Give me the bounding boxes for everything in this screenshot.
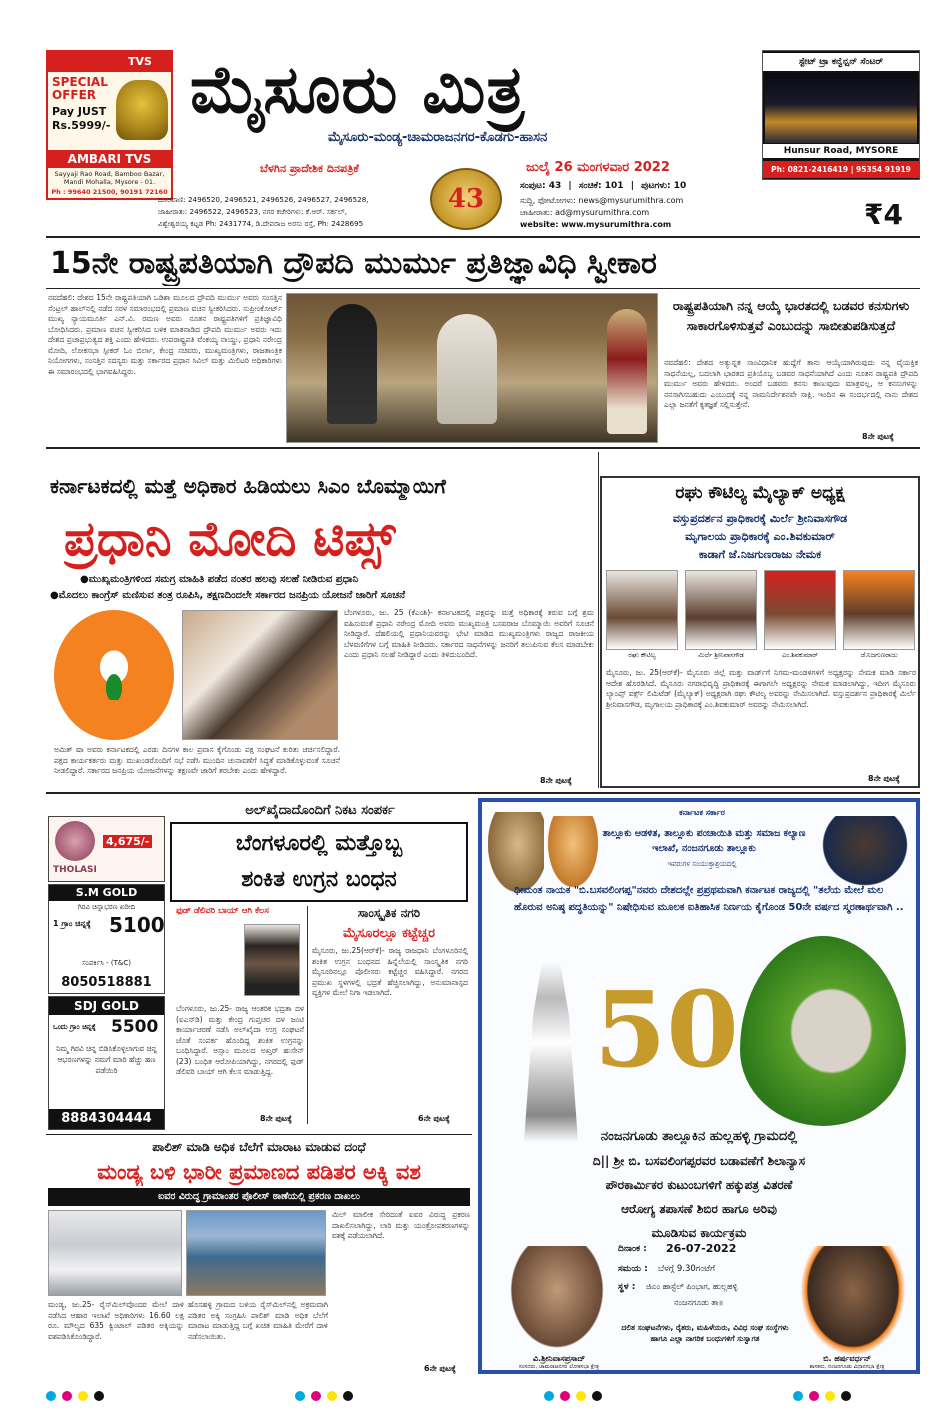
- ad-sm-gold: [48, 884, 165, 994]
- ad-dealer-address: Sayyaji Rao Road, Bamboo Bazar, Mandi Mohalla, Mysore - 01.: [54, 170, 165, 187]
- ad-ambari-tvs: [46, 50, 173, 200]
- rice-continued: 6ನೇ ಪುಟಕ್ಕೆ: [424, 1364, 456, 1373]
- person-1-role: ಸಂಸದರು, ಚಾಮರಾಜನಗರ ಲೋಕಸಭಾ ಕ್ಷೇತ್ರ: [518, 1364, 600, 1370]
- smgold-note: ಸಂಪರ್ಕಿಸಿ - (T&C): [82, 959, 131, 967]
- person-2-role: ಶಾಸಕರು, ನಂಜನಗೂಡು ವಿಧಾನಸಭಾ ಕ್ಷೇತ್ರ: [809, 1364, 885, 1370]
- tholasi-name: THOLASI: [53, 865, 97, 875]
- raghu-headline: ರಘು ಕೌಟಿಲ್ಯ ಮೈಲ್ಯಾಕ್ ಅಧ್ಯಕ್ಷ: [675, 483, 845, 503]
- person-2-name: ಬಿ. ಹರ್ಷವರ್ಧನ್: [823, 1354, 871, 1363]
- arrest-sub: ಫುಡ್ ಡೆಲಿವರಿ ಬಾಯ್ ಆಗಿ ಕೆಲಸ: [176, 906, 269, 916]
- name-nijaguna: ಜೆ.ನಿಜಗುಣರಾಜು: [860, 651, 898, 659]
- modi-body-right: ಬೆಂಗಳೂರು, ಜು. 25 (ಕೆಎಂಶಿ)- ಕರ್ನಾಟಕದಲ್ಲಿ ಪಕ್ಷವನ್ನು ಮತ್ತೆ ಅಧಿಕಾರಕ್ಕೆ ತರುವ ಬಗ್ಗೆ ಶ್ರಮ ವಹಿಸುವಂತೆ ಪ್ರಧಾನಿ ನರೇಂದ್ರ ಮೋದಿ ಅವರು ಮುಖ್ಯಮಂತ್ರಿ ಬಸವರಾಜ ಬೊಮ್ಮಾಯಿ ಅವರಿಗೆ ಸೂಚನೆ ನೀಡಿದ್ದಾರೆ. ದೆಹಲಿಯಲ್ಲಿ ಪ್ರಧಾನಿಯವರನ್ನು ಭೇಟಿ ಮಾಡಿದ ಮುಖ್ಯಮಂತ್ರಿಗಳು ರಾಜ್ಯದ ರಾಜಕೀಯ ಬೆಳವಣಿಗೆಗಳ ಬಗ್ಗೆ ಮಾಹಿತಿ ನೀಡಿದರು. ಸರ್ಕಾರದ ಸಾಧನೆಗಳನ್ನು ಜನರಿಗೆ ತಲುಪಿಸುವ ಕೆಲಸ ಮಾಡಬೇಕು ಎಂದು ಪ್ರಧಾನಿ ಸಲಹೆ ನೀಡಿದ್ದಾರೆ ಎಂದು ತಿಳಿದುಬಂದಿದೆ.: [344, 608, 594, 659]
- rice-body-1: ಮಂಡ್ಯ, ಜು.25- ರೈಸ್‌ಮಿಲ್‌ವೊಂದರ ಮೇಲೆ ದಾಳಿ ನಡೆಸಿದ ಆಹಾರ ಇಲಾಖೆ ಅಧಿಕಾರಿಗಳು 16.60 ಲಕ್ಷ ರೂ. ಮೌಲ್ಯದ 635 ಕ್ವಿಂಟಾಲ್ ಪಡಿತರ ಅಕ್ಕಿಯನ್ನು ವಶಪಡಿಸಿಕೊಂಡಿದ್ದಾರೆ.: [48, 1300, 184, 1341]
- govt-ad-top: ಕರ್ನಾಟಕ ಸರ್ಕಾರ: [679, 808, 725, 817]
- arrest-headline-box: [170, 822, 468, 902]
- arrest-headline-2: ಶಂಕಿತ ಉಗ್ರನ ಬಂಧನ: [241, 867, 397, 892]
- raghu-sub-1: ವಸ್ತುಪ್ರದರ್ಶನ ಪ್ರಾಧಿಕಾರಕ್ಕೆ ಮಿರ್ಲೆ ಶ್ರೀನಿವಾಸಗೌಡ: [672, 512, 848, 525]
- rice-headline: ಮಂಡ್ಯ ಬಳಿ ಭಾರೀ ಪ್ರಮಾಣದ ಪಡಿತರ ಅಕ್ಕಿ ವಶ: [97, 1160, 421, 1184]
- section-divider-3: [46, 1134, 472, 1135]
- leaf-portrait: [740, 936, 906, 1126]
- time-value: ಬೆಳಗ್ಗೆ 9.30ಗಂಟೆಗೆ: [658, 1264, 716, 1274]
- modi-raghu-divider: [598, 452, 599, 788]
- rice-kicker: ಪಾಲಿಶ್ ಮಾಡಿ ಅಧಿಕ ಬೆಲೆಗೆ ಮಾರಾಟ ಮಾಡುವ ದಂಧೆ: [152, 1140, 366, 1154]
- rice-banner: ಐವರ ವಿರುದ್ಧ ಗ್ರಾಮಾಂತರ ಪೊಲೀಸ್ ಠಾಣೆಯಲ್ಲಿ ಪ್ರಕರಣ ದಾಖಲು: [48, 1188, 470, 1206]
- ad-tholasi: [48, 816, 165, 882]
- govt-ad: [478, 798, 920, 1374]
- lead-body: ನವದೆಹಲಿ: ದೇಶದ 15ನೇ ರಾಷ್ಟ್ರಪತಿಯಾಗಿ ಒಡಿಶಾ ಮೂಲದ ದ್ರೌಪದಿ ಮುರ್ಮು ಅವರು ಸಂಸತ್ತಿನ ಸೆಂಟ್ರಲ್ ಹಾಲ್‌ನಲ್ಲಿ ನಡೆದ ಸರಳ ಸಮಾರಂಭದಲ್ಲಿ ಪ್ರಮಾಣ ವಚನ ಸ್ವೀಕರಿಸಿದರು. ಸುಪ್ರೀಂಕೋರ್ಟ್ ಮುಖ್ಯ ನ್ಯಾಯಮೂರ್ತಿ ಎನ್.ವಿ. ರಮಣ ಅವರು ನೂತನ ರಾಷ್ಟ್ರಪತಿಗಳಿಗೆ ಪ್ರತಿಜ್ಞಾವಿಧಿ ಬೋಧಿಸಿದರು. ಪ್ರಮಾಣ ವಚನ ಸ್ವೀಕರಿಸಿದ ಬಳಿಕ ಮಾತನಾಡಿದ ದ್ರೌಪದಿ ಮುರ್ಮು ಅವರು ಇದು ದೇಶದ ಪ್ರಜಾಪ್ರಭುತ್ವದ ಶಕ್ತಿ ಎಂದು ಹೇಳಿದರು. ಉಪರಾಷ್ಟ್ರಪತಿ ವೆಂಕಯ್ಯ ನಾಯ್ಡು, ಪ್ರಧಾನಿ ನರೇಂದ್ರ ಮೋದಿ, ಲೋಕಸಭಾ ಸ್ಪೀಕರ್ ಓಂ ಬಿರ್ಲಾ, ಕೇಂದ್ರ ಸಚಿವರು, ಮುಖ್ಯಮಂತ್ರಿಗಳು, ರಾಜತಾಂತ್ರಿಕ ನಿಯೋಗಗಳು, ಸಂಸತ್ತಿನ ಸದಸ್ಯರು ಮತ್ತು ಸರ್ಕಾರದ ಪ್ರಧಾನ ಸಿವಿಲ್ ಮತ್ತು ಮಿಲಿಟರಿ ಅಧಿಕಾರಿಗಳು ಈ ಸಮಾರಂಭದಲ್ಲಿ ಭಾಗವಹಿಸಿದ್ದರು.: [48, 293, 282, 376]
- bjp-logo: [54, 610, 174, 740]
- venue-value: ಜಿಎಂ ಹಾಸ್ಟೆಲ್ ಪಿಂಭಾಗ, ಹುಲ್ಲಹಳ್ಳಿ: [646, 1282, 738, 1291]
- ad-dealer-phone: Ph : 99640 21500, 90191 72160: [51, 188, 168, 196]
- person-2-photo: [800, 1246, 906, 1356]
- scooter-image: [116, 80, 168, 140]
- lotus-icon: [86, 640, 142, 700]
- masthead-title: ಮೈಸೂರು ಮಿತ್ರ: [190, 50, 526, 128]
- smgold-phone: 8050518881: [61, 975, 152, 990]
- lead-headline: 15ನೇ ರಾಷ್ಟ್ರಪತಿಯಾಗಿ ದ್ರೌಪದಿ ಮುರ್ಮು ಪ್ರತಿಜ್ಞಾವಿಧಿ ಸ್ವೀಕಾರ: [50, 246, 657, 281]
- ad-convention-centre: [762, 50, 920, 180]
- portrait-shivakumar: [764, 570, 836, 650]
- govt-ad-event-3: ಪೌರಕಾರ್ಮಿಕರ ಕುಟುಂಬಗಳಿಗೆ ಹಕ್ಕುಪತ್ರ ವಿತರಣೆ: [605, 1178, 793, 1192]
- phone-line-2: ಜಾಹೀರಾತು: 2496522, 2496523, ನಗರ ಕಚೇರಿಗಳು: ಕೆ.ಆರ್. ಸರ್ಕಲ್,: [158, 207, 348, 216]
- culture-continued: 6ನೇ ಪುಟಕ್ಕೆ: [418, 1114, 450, 1123]
- masthead-divider: [46, 236, 920, 238]
- sdj-body: ನಿಮ್ಮ ಗಿರವಿ ಚಿನ್ನ ಬಿಡಿಸಿಕೊಳ್ಳಲಾಗುವ ಚಿನ್ನ ಆಭರಣಗಳನ್ನು ನಮಗೆ ಮಾರಿ ಹೆಚ್ಚು ಹಣ ಪಡೆಯಿರಿ: [56, 1044, 157, 1075]
- name-shivakumar: ಎಂ.ಶಿವಕುಮಾರ್: [782, 651, 818, 659]
- smgold-amount: 5100: [109, 913, 165, 937]
- lead-side-body: ನವದೆಹಲಿ: ದೇಶದ ಅತ್ಯುನ್ನತ ಸಾಂವಿಧಾನಿಕ ಹುದ್ದೆಗೆ ತಾನು ಆಯ್ಕೆಯಾಗಿರುವುದು ನನ್ನ ವೈಯಕ್ತಿಕ ಸಾಧನೆಯಲ್ಲ, ಬದಲಾಗಿ ಭಾರತದ ಪ್ರತಿಯೊಬ್ಬ ಬಡವರ ಸಾಧನೆಯಾಗಿದೆ ಎಂದು ನೂತನ ರಾಷ್ಟ್ರಪತಿ ದ್ರೌಪದಿ ಮುರ್ಮು ಅವರು ಹೇಳಿದರು. ಅಂದರೆ ಬಡವರು ಕನಸು ಕಾಣುವುದು ಮಾತ್ರವಲ್ಲ, ಆ ಕನಸುಗಳನ್ನು ನನಸಾಗಿಸಬಹುದು ಎಂಬುದಕ್ಕೆ ನನ್ನ ನಾಮನಿರ್ದೇಶನವೇ ಸಾಕ್ಷಿ. ಇಂದಿನ ಈ ಸಂದರ್ಭದಲ್ಲಿ ನಾನು ದೇಶದ ಎಲ್ಲಾ ಜನತೆಗೆ ಕೃತಜ್ಞತೆ ಸಲ್ಲಿಸುತ್ತೇನೆ.: [664, 358, 918, 409]
- ad-special-offer: SPECIAL OFFER: [52, 75, 108, 102]
- modi-continued: 8ನೇ ಪುಟಕ್ಕೆ: [540, 776, 572, 785]
- volume-info: ಸಂಪುಟ: 43 | ಸಂಚಿಕೆ: 101 | ಪುಟಗಳು: 10: [520, 181, 687, 191]
- issue: ಸಂಚಿಕೆ: 101: [578, 181, 624, 191]
- sdj-title: SDJ GOLD: [49, 997, 164, 1015]
- pages: ಪುಟಗಳು: 10: [641, 181, 687, 191]
- lead-side-headline: ರಾಷ್ಟ್ರಪತಿಯಾಗಿ ನನ್ನ ಆಯ್ಕೆ ಭಾರತದಲ್ಲಿ ಬಡವರ ಕನಸುಗಳು ಸಾಕಾರಗೊಳಿಸುತ್ತವೆ ಎಂಬುದನ್ನು ಸಾಬೀತುಪಡಿಸುತ್ತದೆ: [672, 298, 910, 333]
- arrest-body: ಬೆಂಗಳೂರು, ಜು.25- ರಾಜ್ಯ ಆಂತರಿಕ ಭದ್ರತಾ ದಳ (ಐಎಸ್‌ಡಿ) ಮತ್ತು ಕೇಂದ್ರ ಗುಪ್ತಚರ ದಳ ಜಂಟಿ ಕಾರ್ಯಾಚರಣೆ ನಡೆಸಿ ಅಲ್‌ಖೈದಾ ಉಗ್ರ ಸಂಘಟನೆ ಜೊತೆ ಸಂಪರ್ಕ ಹೊಂದಿದ್ದ ಶಂಕಿತ ಉಗ್ರನನ್ನು ಬಂಧಿಸಿದ್ದಾರೆ. ಅಸ್ಸಾಂ ಮೂಲದ ಅಖ್ತರ್ ಹುಸೇನ್ (23) ಬಂಧಿತ ಆರೋಪಿಯಾಗಿದ್ದು, ನಗರದಲ್ಲಿ ಫುಡ್ ಡೆಲಿವರಿ ಬಾಯ್ ಆಗಿ ಕೆಲಸ ಮಾಡುತ್ತಿದ್ದ.: [176, 1004, 304, 1076]
- modi-headline: ಪ್ರಧಾನಿ ಮೋದಿ ಟಿಪ್ಸ್: [64, 511, 396, 567]
- modi-bommai-photo: [182, 610, 338, 740]
- anniversary-badge: [430, 168, 502, 230]
- govt-ad-intro: ಧೀಮಂತ ನಾಯಕ "ಬಿ.ಬಸವಲಿಂಗಪ್ಪ"ನವರು ದೇಶದಲ್ಲೇ ಪ್ರಪ್ರಥಮವಾಗಿ ಕರ್ನಾಟಕ ರಾಜ್ಯದಲ್ಲಿ "ತಲೆಯ ಮೇಲೆ ಮಲ ಹೊರುವ ಅನಿಷ್ಠ ಪದ್ಧತಿಯನ್ನು" ನಿಷೇಧಿಸುವ ಮೂಲಕ ಐತಿಹಾಸಿಕ ನಿರ್ಣಯ ಕೈಗೊಂಡ 50ನೇ ವರ್ಷದ ಸ್ಮರಣಾರ್ಥವಾಗಿ ..: [514, 885, 904, 913]
- ad-sdj-gold: [48, 996, 165, 1130]
- modi-bullet-2: ●ಮೊದಲು ಕಾಂಗ್ರೆಸ್ ಮಣಿಸುವ ತಂತ್ರ ರೂಪಿಸಿ, ತಕ್ಷಣದಿಂದಲೇ ಸರ್ಕಾರದ ಜನಪ್ರಿಯ ಯೋಜನೆ ಜಾರಿಗೆ ಸೂಚನೆ: [50, 590, 406, 601]
- govt-ad-event-5: ಮೂಡಿಸುವ ಕಾರ್ಯಕ್ರಮ: [651, 1226, 747, 1240]
- raghu-sub-2: ಮೃಗಾಲಯ ಪ್ರಾಧಿಕಾರಕ್ಕೆ ಎಂ.ಶಿವಕುಮಾರ್: [685, 530, 835, 543]
- convention-phone: Ph: 0821-2416419 | 95354 91919: [763, 161, 919, 178]
- govt-ad-dept-sub: ಇವರುಗಳ ಸಂಯುಕ್ತಾಶ್ರಯದಲ್ಲಿ: [667, 860, 737, 868]
- worker-illustration: [506, 962, 596, 1142]
- govt-ad-dept: ತಾಲ್ಲೂಕು ಆಡಳಿತ, ತಾಲ್ಲೂಕು ಪಂಚಾಯಿತಿ ಮತ್ತು ಸಮಾಜ ಕಲ್ಯಾಣ ಇಲಾಖೆ, ನಂಜನಗೂಡು ತಾಲ್ಲೂಕು: [602, 828, 806, 854]
- volume: ಸಂಪುಟ: 43: [520, 181, 562, 191]
- sdj-amount: 5500: [111, 1017, 159, 1037]
- ad-pay-just: Pay JUST: [52, 105, 107, 118]
- phone-line-1: ದೂರವಾಣಿ: 2496520, 2496521, 2496526, 2496527, 2496528,: [158, 195, 369, 204]
- name-raghu: ರಘು ಕೌಟಿಲ್ಯ: [628, 651, 656, 659]
- smgold-line: ಗಿರವಿ ಚಿನ್ನಾಭರಣ ಖರೀದಿ: [77, 903, 136, 911]
- govt-ad-event-2: ದಿ|| ಶ್ರೀ ಬಿ. ಬಸವಲಿಂಗಪ್ಪರವರ ಬಡಾವಣೆಗೆ ಶಿಲಾನ್ಯಾಸ: [592, 1154, 806, 1168]
- ad-tvs-brand: TVS: [128, 55, 152, 68]
- rice-sacks-photo: [48, 1210, 182, 1296]
- portrait-nijaguna: [843, 570, 915, 650]
- email-news: ಸುದ್ದಿ, ಫೋಟೋಗಳು: news@mysurumithra.com: [520, 196, 684, 205]
- ad-amount: Rs.5999/-: [52, 119, 111, 132]
- culture-headline: ಮೈಸೂರಲ್ಲೂ ಕಟ್ಟೆಚ್ಚರ: [343, 926, 435, 941]
- person-1-photo: [504, 1246, 610, 1356]
- masthead-tagline: ಬೆಳಗಿನ ಪ್ರಾದೇಶಿಕ ದಿನಪತ್ರಿಕೆ: [260, 162, 359, 175]
- contact-phones: [158, 194, 428, 230]
- arrest-kicker: ಅಲ್‌ಖೈದಾದೊಂದಿಗೆ ನಿಕಟ ಸಂಪರ್ಕ: [245, 803, 395, 818]
- convention-name: ಸ್ಟೇಟ್ ಟ್ರಾ ಕನ್ವೆನ್ಷನ್ ಸೆಂಟರ್: [763, 53, 919, 71]
- raghu-sub-3: ಕಾಡಾಗೆ ಜೆ.ನಿಜಗುಣರಾಜು ನೇಮಕ: [698, 548, 822, 561]
- sdj-rate: ಒಂದು ಗ್ರಾಂ ಚಿನ್ನಕ್ಕೆ: [53, 1023, 96, 1031]
- name-mirle: ಮಿರ್ಲೆ ಶ್ರೀನಿವಾಸಗೌಡ: [698, 651, 744, 659]
- tholasi-price: 4,675/-: [103, 835, 152, 848]
- person-1-name: ವಿ.ಶ್ರೀನಿವಾಸಪ್ರಸಾದ್: [532, 1354, 586, 1363]
- ambedkar-image: [820, 816, 910, 888]
- arrest-continued: 8ನೇ ಪುಟಕ್ಕೆ: [260, 1114, 292, 1123]
- smgold-title: S.M GOLD: [49, 885, 164, 901]
- convention-photo: [765, 73, 917, 143]
- date-value: 26-07-2022: [666, 1242, 737, 1255]
- smgold-rate: 1 ಗ್ರಾಂ ಚಿನ್ನಕ್ಕೆ: [53, 919, 91, 928]
- tholasi-logo: [55, 821, 95, 861]
- website: website: www.mysurumithra.com: [520, 220, 672, 229]
- lead-continued: 8ನೇ ಪುಟಕ್ಕೆ: [862, 432, 894, 441]
- raghu-body: ಮೈಸೂರು, ಜು. 25(ಆರ್‌ಕೆ)- ಮೈಸೂರು ಜಿಲ್ಲೆ ಮತ್ತು ವಾರ್ಡ್‌ಗೆ ನಿಗಮ-ಮಂಡಳಿಗಳಿಗೆ ಅಧ್ಯಕ್ಷರನ್ನು ನೇಮಕ ಮಾಡಿ ಸರ್ಕಾರ ಆದೇಶ ಹೊರಡಿಸಿದೆ. ಮೈಸೂರು ನಗರಾಭಿವೃದ್ಧಿ ಪ್ರಾಧಿಕಾರಕ್ಕೆ ಈಗಾಗಲೇ ಅಧ್ಯಕ್ಷರನ್ನು ನೇಮಕ ಮಾಡಲಾಗಿದ್ದು, ಇದೀಗ ಮೈಸೂರು ಲ್ಯಾಂಪ್ಸ್ ವರ್ಕ್ಸ್ ಲಿಮಿಟೆಡ್ (ಮೈಲ್ಯಾಕ್) ಅಧ್ಯಕ್ಷರಾಗಿ ರಘು ಕೌಟಿಲ್ಯ ಅವರನ್ನು ನೇಮಿಸಲಾಗಿದೆ. ವಸ್ತುಪ್ರದರ್ಶನ ಪ್ರಾಧಿಕಾರಕ್ಕೆ ಮಿರ್ಲೆ ಶ್ರೀನಿವಾಸಗೌಡ, ಮೃಗಾಲಯ ಪ್ರಾಧಿಕಾರಕ್ಕೆ ಎಂ.ಶಿವಕುಮಾರ್ ಅವರನ್ನು ನೇಮಿಸಲಾಗಿದೆ.: [606, 668, 916, 709]
- portrait-mirle: [685, 570, 757, 650]
- section-divider-1: [46, 447, 920, 449]
- email-ad: ಜಾಹೀರಾತು: ad@mysurumithra.com: [520, 208, 650, 217]
- arrest-headline-1: ಬೆಂಗಳೂರಲ್ಲಿ ಮತ್ತೊಬ್ಬ: [235, 831, 403, 856]
- price: ₹4: [864, 198, 903, 231]
- rice-body-2: ಹೊಸಹಳ್ಳಿ ಗ್ರಾಮದ ಬಳಿಯ ರೈಸ್‌ಮಿಲ್‌ನಲ್ಲಿ ಅಕ್ರಮವಾಗಿ ಪಡಿತರ ಅಕ್ಕಿ ಸಂಗ್ರಹಿಸಿ ಪಾಲಿಶ್ ಮಾಡಿ ಅಧಿಕ ಬೆಲೆಗೆ ಮಾರಾಟ ಮಾಡುತ್ತಿದ್ದ ಬಗ್ಗೆ ಖಚಿತ ಮಾಹಿತಿ ಮೇರೆಗೆ ದಾಳಿ ನಡೆಸಲಾಯಿತು.: [188, 1300, 328, 1341]
- raghu-continued: 8ನೇ ಪುಟಕ್ಕೆ: [868, 774, 900, 783]
- ad-dealer-name: AMBARI TVS: [48, 150, 171, 168]
- buddha-image: [488, 812, 548, 892]
- modi-bullet-1: ●ಮುಖ್ಯಮಂತ್ರಿಗಳಿಂದ ಸಮಗ್ರ ಮಾಹಿತಿ ಪಡೆದ ನಂತರ ಹಲವು ಸಲಹೆ ನೀಡಿರುವ ಪ್ರಧಾನಿ: [80, 574, 359, 585]
- venue-sub: ನಂಜನಗೂಡು ತಾ॥: [674, 1298, 724, 1307]
- phone-line-3: ವಿಶ್ವೇಶ್ವರಯ್ಯ ಕಟ್ಟಡ Ph: 2431774, ಡಿ.ದೇವರಾಜ ಅರಸು ರಸ್ತೆ, Ph: 2428695: [158, 219, 364, 228]
- lead-photo-swearing-in: [286, 293, 658, 443]
- registration-marks: [46, 1386, 920, 1400]
- arrest-culture-divider: [307, 906, 308, 1124]
- convention-address: Hunsur Road, MYSORE: [763, 144, 919, 158]
- president-figure: [437, 314, 497, 424]
- cji-figure: [327, 304, 377, 424]
- govt-ad-event-1: ನಂಜನಗೂಡು ತಾಲ್ಲೂಕಿನ ಹುಲ್ಲಹಳ್ಳಿ ಗ್ರಾಮದಲ್ಲಿ: [600, 1129, 798, 1144]
- govt-ad-invite: ದಲಿತ ಸಂಘಟನೆಗಳು, ರೈತರು, ಮಹಿಳೆಯರು, ವಿವಿಧ ಸಂಘ ಸಂಸ್ಥೆಗಳು ಹಾಗೂ ಎಲ್ಲಾ ನಾಗರಿಕ ಬಂಧುಗಳಿಗೆ ಸುಸ್ವಾಗತ: [621, 1323, 789, 1343]
- modi-kicker: ಕರ್ನಾಟಕದಲ್ಲಿ ಮತ್ತೆ ಅಧಿಕಾರ ಹಿಡಿಯಲು ಸಿಎಂ ಬೊಮ್ಮಾಯಿಗೆ: [50, 474, 446, 498]
- govt-ad-event-4: ಆರೋಗ್ಯ ತಪಾಸಣೆ ಶಿಬಿರ ಹಾಗೂ ಅರಿವು: [621, 1202, 777, 1216]
- lead-divider: [46, 288, 920, 289]
- date-label: ದಿನಾಂಕ :: [618, 1244, 647, 1254]
- sdj-phone: 8884304444: [49, 1109, 164, 1129]
- event-details: [614, 1242, 796, 1318]
- section-divider-2: [46, 792, 920, 794]
- time-label: ಸಮಯ :: [618, 1264, 648, 1274]
- portrait-row: [606, 570, 916, 660]
- fifty-emblem: 50: [594, 968, 739, 1091]
- masthead-date: ಜುಲೈ 26 ಮಂಗಳವಾರ 2022: [526, 160, 670, 175]
- culture-kicker: ಸಾಂಸ್ಕೃತಿಕ ನಗರಿ: [357, 906, 421, 920]
- rice-body-3: ಮಿಲ್ ಮಾಲೀಕ ಸೇರಿದಂತೆ ಐವರ ವಿರುದ್ಧ ಪ್ರಕರಣ ದಾಖಲಿಸಲಾಗಿದ್ದು, ಲಾರಿ ಮತ್ತು ಯಂತ್ರೋಪಕರಣಗಳನ್ನು ವಶಕ್ಕೆ ಪಡೆಯಲಾಗಿದೆ.: [332, 1210, 470, 1240]
- modi-body-left: ಅಮಿತ್ ಷಾ ಅವರು ಕರ್ನಾಟಕದಲ್ಲಿ ಎರಡು ದಿನಗಳ ಕಾಲ ಪ್ರವಾಸ ಕೈಗೊಂಡು ಪಕ್ಷ ಸಂಘಟನೆ ಕುರಿತು ಚರ್ಚಿಸಲಿದ್ದಾರೆ. ಪಕ್ಷದ ಕಾರ್ಯಕರ್ತರು ಮತ್ತು ಮುಖಂಡರೊಂದಿಗೆ ಸಭೆ ನಡೆಸಿ ಮುಂದಿನ ಚುನಾವಣೆಗೆ ಸಿದ್ಧತೆ ಮಾಡಿಕೊಳ್ಳುವಂತೆ ಸೂಚನೆ ನೀಡಲಿದ್ದಾರೆ. ಸರ್ಕಾರದ ಜನಪ್ರಿಯ ಯೋಜನೆಗಳನ್ನು ತಕ್ಷಣವೇ ಜಾರಿಗೆ ತರಬೇಕು ಎಂದು ಹೇಳಿದ್ದಾರೆ.: [54, 745, 340, 775]
- culture-body: ಮೈಸೂರು, ಜು.25(ಆರ್‌ಕೆ)- ರಾಜ್ಯ ರಾಜಧಾನಿ ಬೆಂಗಳೂರಿನಲ್ಲಿ ಶಂಕಿತ ಉಗ್ರನ ಬಂಧನದ ಹಿನ್ನೆಲೆಯಲ್ಲಿ ಸಾಂಸ್ಕೃತಿಕ ನಗರಿ ಮೈಸೂರಿನಲ್ಲೂ ಪೊಲೀಸರು ಕಟ್ಟೆಚ್ಚರ ವಹಿಸಿದ್ದಾರೆ. ನಗರದ ಪ್ರಮುಖ ಸ್ಥಳಗಳಲ್ಲಿ ಭದ್ರತೆ ಹೆಚ್ಚಿಸಲಾಗಿದ್ದು, ಅನುಮಾನಾಸ್ಪದ ವ್ಯಕ್ತಿಗಳ ಮೇಲೆ ನಿಗಾ ಇಡಲಾಗಿದೆ.: [312, 946, 468, 997]
- anniversary-number: 43: [447, 184, 485, 214]
- masthead-subtitle: ಮೈಸೂರು-ಮಂಡ್ಯ-ಚಾಮರಾಜನಗರ-ಕೊಡಗು-ಹಾಸನ: [328, 130, 548, 145]
- portrait-raghu: [606, 570, 678, 650]
- guard-figure: [607, 309, 647, 434]
- rice-mill-photo: [186, 1210, 326, 1296]
- venue-label: ಸ್ಥಳ :: [618, 1282, 636, 1292]
